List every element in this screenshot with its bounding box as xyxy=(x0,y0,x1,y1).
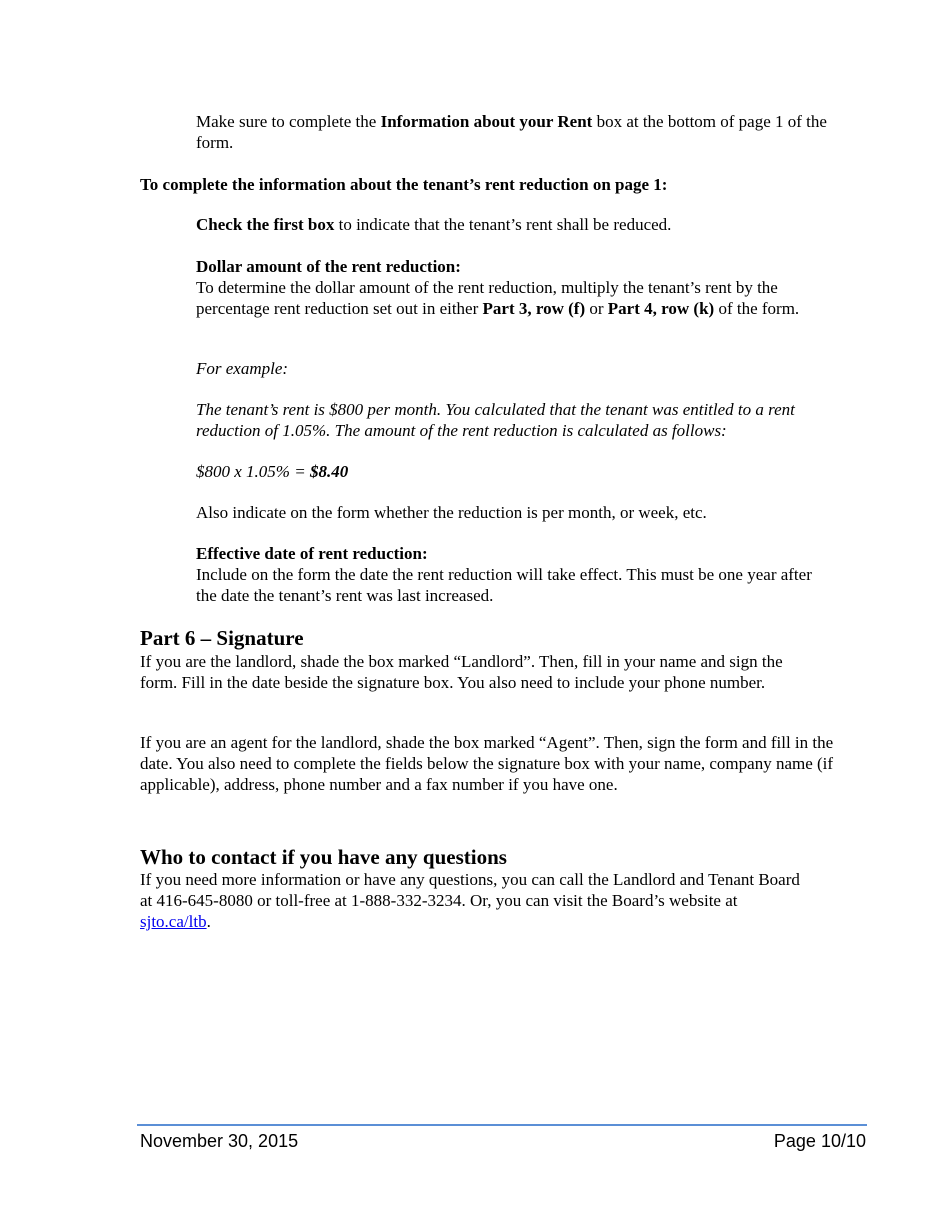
dollar-amount-text-end: of the form. xyxy=(714,299,800,318)
footer-page-number: Page 10/10 xyxy=(773,1131,866,1151)
effective-date-heading: Effective date of rent reduction: xyxy=(196,544,428,563)
rent-info-box-name: Information about your Rent xyxy=(380,112,593,131)
dollar-amount-or: or xyxy=(585,299,608,318)
rent-info-text-end: box at the bottom of page 1 of the form. xyxy=(196,112,827,152)
part4-row-k: Part 4, row (k) xyxy=(607,299,715,318)
dollar-amount-text-start: To determine the dollar amount of the rent reduction, multiply the tenant’s rent by the percentage rent reduction set out in either xyxy=(196,278,778,318)
check-box-instruction xyxy=(196,214,836,235)
formula-result: $8.40 xyxy=(309,462,349,481)
contact-heading: Who to contact if you have any questions xyxy=(140,845,507,869)
example-formula xyxy=(196,461,836,482)
agent-instruction: If you are an agent for the landlord, shade the box marked “Agent”. Then, sign the form and fill in the date. You also need to complete the fields below the signature box with your name, company name (if applicable), address, phone number and a fax number if you have one. xyxy=(140,733,834,794)
check-box-rest: to indicate that the tenant’s rent shall be reduced. xyxy=(334,215,672,234)
example-description: The tenant’s rent is $800 per month. You calculated that the tenant was entitled to a rent reduction of 1.05%. The amount of the rent reduction is calculated as follows: xyxy=(196,400,795,440)
contact-text xyxy=(140,869,805,932)
rent-info-instruction xyxy=(196,111,836,153)
contact-text-body: If you need more information or have any questions, you can call the Landlord and Tenant Board at 416-645-8080 or toll-free at 1-888-332-3234. Or, you can visit the Board’s website at xyxy=(140,870,800,910)
landlord-instruction: If you are the landlord, shade the box marked “Landlord”. Then, fill in your name and sign the form. Fill in the date beside the signature box. You also need to include your phone number. xyxy=(140,652,783,692)
footer-date: November 30, 2015 xyxy=(140,1131,299,1151)
part6-heading: Part 6 – Signature xyxy=(140,626,304,650)
example-label: For example: xyxy=(196,359,289,378)
part3-row-f: Part 3, row (f) xyxy=(482,299,586,318)
website-link[interactable]: sjto.ca/ltb xyxy=(140,912,207,931)
reduction-section-heading: To complete the information about the tenant’s rent reduction on page 1: xyxy=(140,175,668,194)
dollar-amount-text xyxy=(196,277,836,319)
effective-date-text: Include on the form the date the rent reduction will take effect. This must be one year after the date the tenant’s rent was last increased. xyxy=(196,565,812,605)
formula-expression: $800 x 1.05% = xyxy=(196,462,310,481)
dollar-amount-heading: Dollar amount of the rent reduction: xyxy=(196,257,461,276)
footer-divider xyxy=(137,1124,867,1126)
check-box-bold: Check the first box xyxy=(196,215,335,234)
contact-text-end: . xyxy=(206,912,211,931)
per-period-note: Also indicate on the form whether the reduction is per month, or week, etc. xyxy=(196,503,707,522)
rent-info-text-start: Make sure to complete the xyxy=(196,112,381,131)
